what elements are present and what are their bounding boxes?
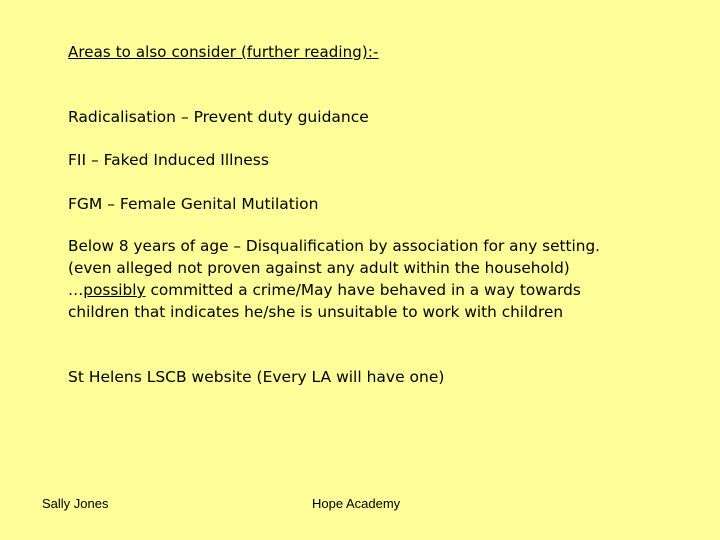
disqualification-line-1: Below 8 years of age – Disqualification by association for any setting. — [68, 237, 601, 255]
disqualification-line-3 — [68, 279, 600, 301]
list-item-radicalisation: Radicalisation – Prevent duty guidance — [68, 108, 369, 126]
ellipsis-text: … — [68, 281, 84, 299]
list-item-fgm: FGM – Female Genital Mutilation — [68, 195, 319, 213]
list-item-lscb-website: St Helens LSCB website (Every LA will have one) — [68, 368, 445, 386]
slide-heading: Areas to also consider (further reading):- — [68, 43, 379, 61]
footer-author: Sally Jones — [42, 496, 109, 511]
disqualification-line-4: children that indicates he/she is unsuitable to work with children — [68, 303, 564, 321]
list-item-fii: FII – Faked Induced Illness — [68, 151, 269, 169]
possibly-underlined-text: possibly — [83, 281, 146, 299]
line-3-suffix-text: committed a crime/May have behaved in a way towards — [145, 281, 581, 299]
footer-organisation: Hope Academy — [312, 496, 401, 511]
disqualification-line-2: (even alleged not proven against any adult within the household) — [68, 259, 570, 277]
list-item-disqualification — [68, 235, 600, 323]
